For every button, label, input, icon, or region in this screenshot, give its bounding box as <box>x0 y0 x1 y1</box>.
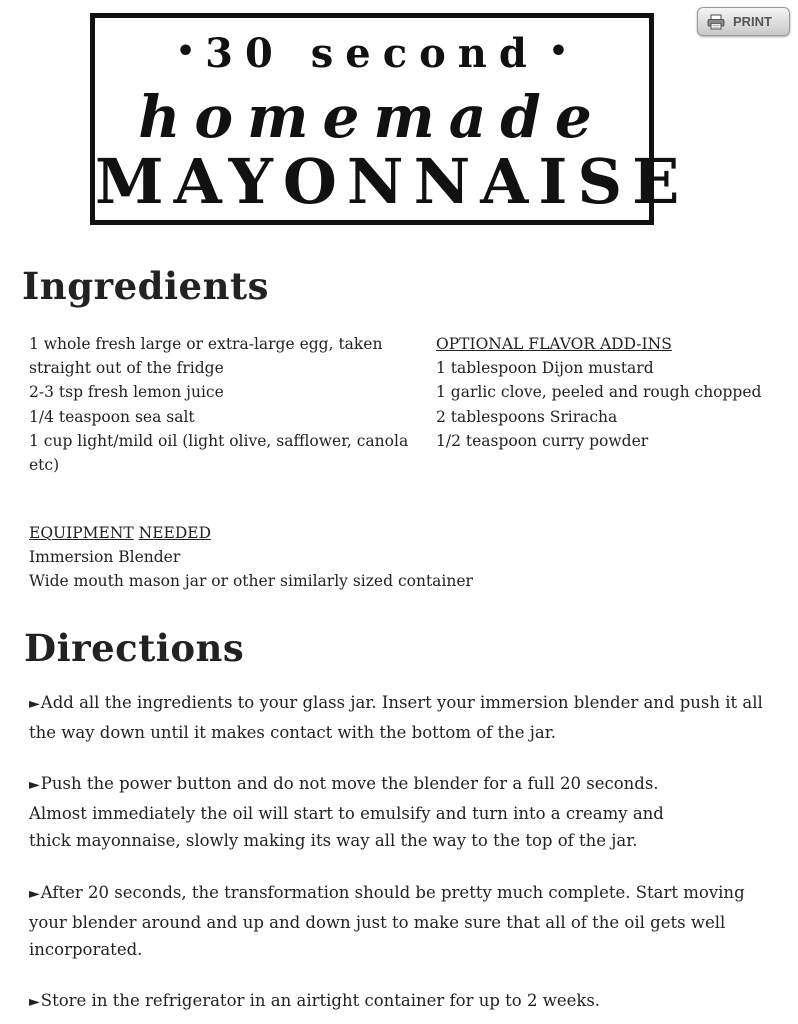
direction-step <box>29 689 784 746</box>
direction-step <box>29 770 709 855</box>
direction-step-text: After 20 seconds, the transformation should be pretty much complete. Start moving your blender around and up and down just to make sure that all of the oil gets well incorporated. <box>29 883 745 959</box>
arrow-right-icon: ► <box>29 696 40 712</box>
title-line-30-second <box>95 30 649 77</box>
arrow-right-icon: ► <box>29 886 40 902</box>
ingredient-item: 1/4 teaspoon sea salt <box>29 407 195 426</box>
ingredient-item: 1 whole fresh large or extra-large egg, taken straight out of the fridge <box>29 335 383 378</box>
direction-step-text: Push the power button and do not move the blender for a full 20 seconds. Almost immediately the oil will start to emulsify and turn into a creamy and thick mayonnaise, slowly making its way all the way to the top of the jar. <box>29 774 664 850</box>
ingredient-item: 2-3 tsp fresh lemon juice <box>29 383 224 402</box>
title-line-homemade: homemade <box>138 83 606 151</box>
ingredients-list <box>29 332 409 477</box>
optional-item: 2 tablespoons Sriracha <box>436 407 618 426</box>
arrow-right-icon: ► <box>29 994 40 1010</box>
optional-add-ins-list <box>436 332 796 453</box>
print-button-label: PRINT <box>733 14 772 29</box>
optional-item: 1 tablespoon Dijon mustard <box>436 359 654 378</box>
ingredient-item: 1 cup light/mild oil (light olive, safflower, canola etc) <box>29 431 409 475</box>
directions-heading: Directions <box>24 626 245 670</box>
equipment-item: Wide mouth mason jar or other similarly sized container <box>29 572 473 591</box>
direction-step <box>29 879 784 964</box>
arrow-right-icon: ► <box>29 777 40 793</box>
equipment-heading-word1: EQUIPMENT <box>29 524 134 542</box>
ingredients-heading: Ingredients <box>22 264 269 308</box>
title-bullet-right: • <box>548 34 569 69</box>
printer-icon <box>707 14 725 30</box>
equipment-heading <box>29 521 629 545</box>
title-line-mayonnaise: MAYONNAISE <box>95 145 690 218</box>
equipment-item: Immersion Blender <box>29 548 181 567</box>
title-bullet-left: • <box>175 34 196 69</box>
optional-item: 1 garlic clove, peeled and rough chopped <box>436 383 762 402</box>
title-line1-text: 30 second <box>205 30 539 77</box>
print-button[interactable] <box>697 7 790 36</box>
direction-step-text: Add all the ingredients to your glass jar. Insert your immersion blender and push it all the way down until it makes contact with the bottom of the jar. <box>29 693 763 742</box>
equipment-list <box>29 521 629 594</box>
direction-step-text: Store in the refrigerator in an airtight container for up to 2 weeks. <box>40 991 601 1010</box>
optional-add-ins-heading: OPTIONAL FLAVOR ADD-INS <box>436 335 672 353</box>
optional-item: 1/2 teaspoon curry powder <box>436 431 649 450</box>
recipe-title-card <box>90 13 690 225</box>
equipment-heading-word2: NEEDED <box>138 524 212 542</box>
direction-step <box>29 987 784 1017</box>
